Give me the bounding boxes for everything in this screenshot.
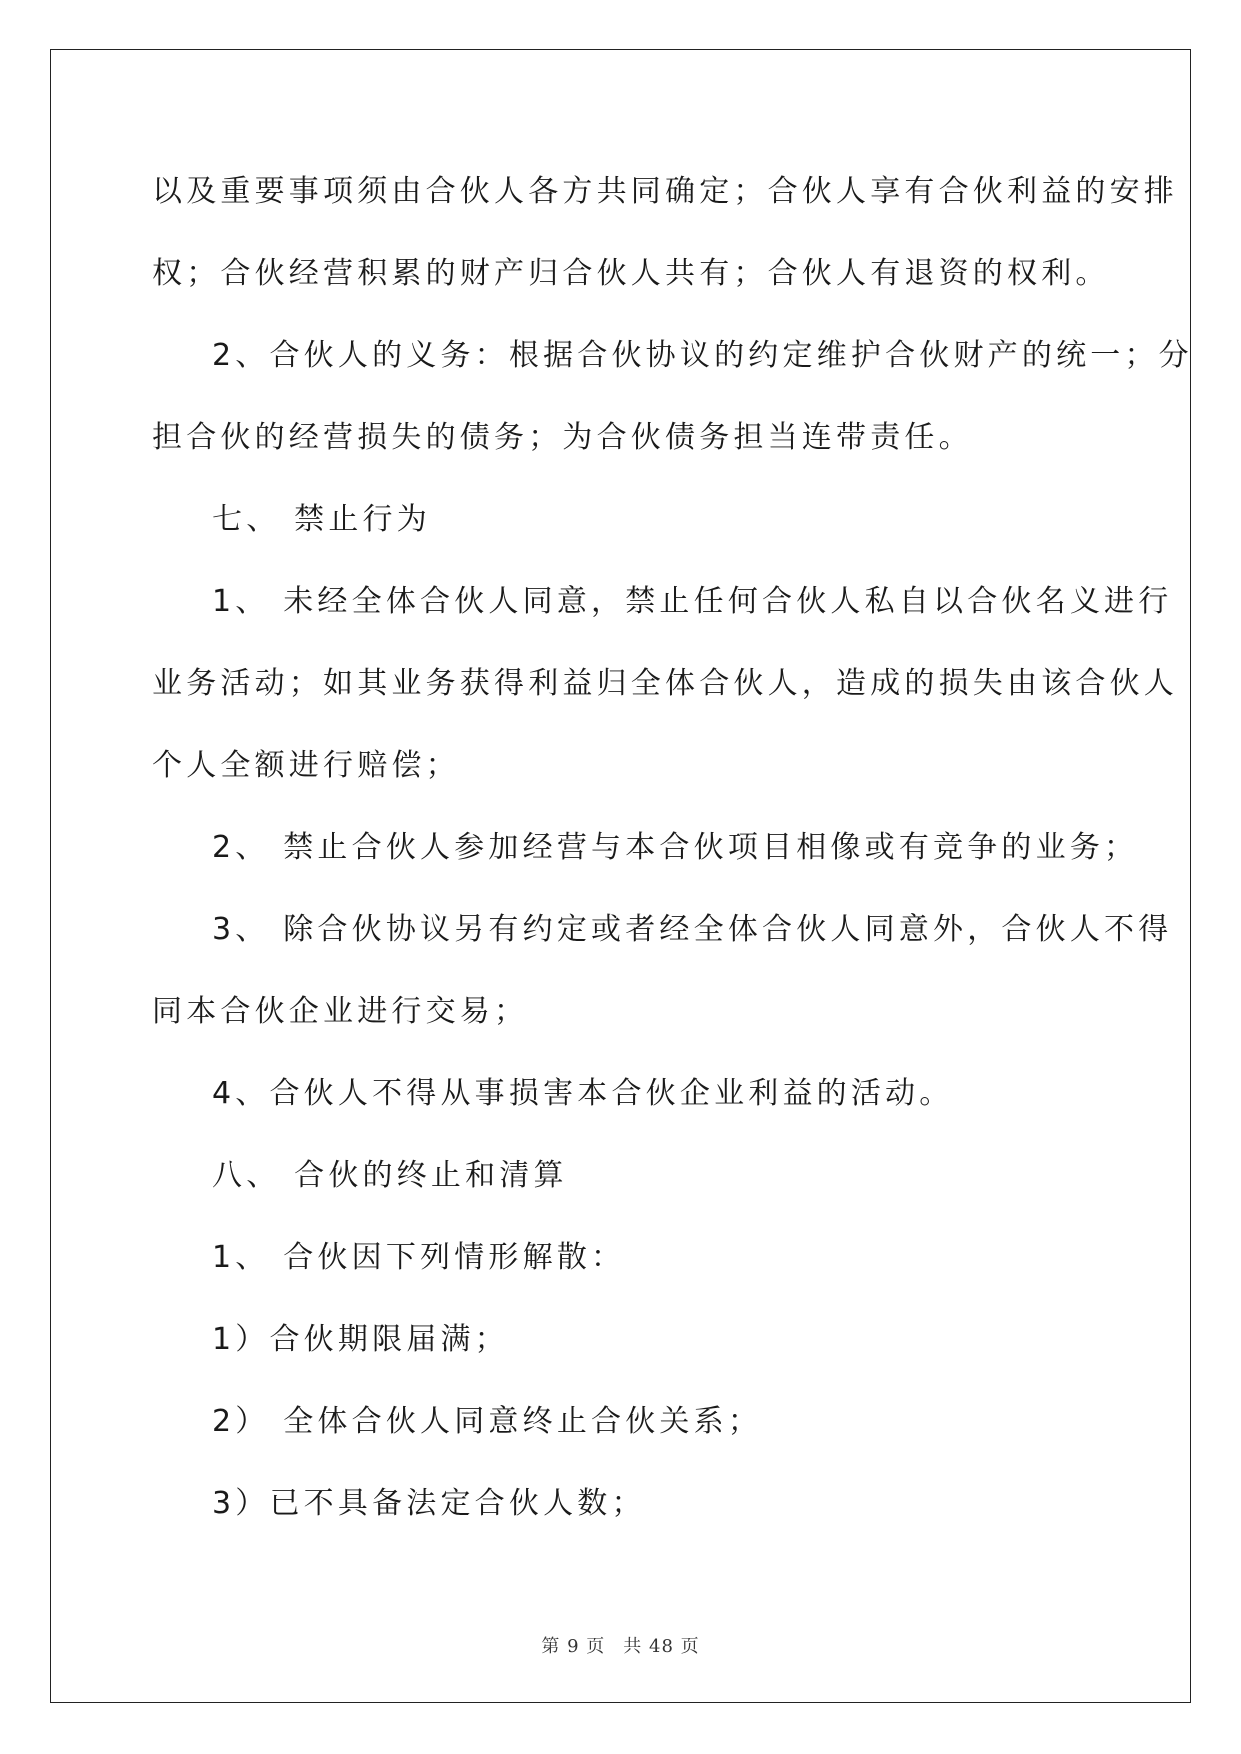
text-line: 权；合伙经营积累的财产归合伙人共有；合伙人有退资的权利。 xyxy=(152,256,1110,291)
page-total: 共 48 页 xyxy=(623,1636,700,1657)
text-line: 3、 除合伙协议另有约定或者经全体合伙人同意外，合伙人不得 xyxy=(212,912,1173,947)
text-line: 3）已不具备法定合伙人数； xyxy=(212,1486,646,1521)
text-line: 2、 禁止合伙人参加经营与本合伙项目相像或有竞争的业务； xyxy=(212,830,1139,865)
text-line: 2、合伙人的义务：根据合伙协议的约定维护合伙财产的统一；分 xyxy=(212,338,1193,373)
text-line: 2） 全体合伙人同意终止合伙关系； xyxy=(212,1404,763,1439)
section-heading: 八、 合伙的终止和清算 xyxy=(212,1158,568,1193)
text-line: 同本合伙企业进行交易； xyxy=(152,994,529,1029)
page-footer xyxy=(0,1632,1241,1658)
text-line: 1、 未经全体合伙人同意，禁止任何合伙人私自以合伙名义进行 xyxy=(212,584,1173,619)
text-line: 个人全额进行赔偿； xyxy=(152,748,460,783)
document-body xyxy=(152,162,1193,1556)
text-line: 1）合伙期限届满； xyxy=(212,1322,509,1357)
text-line: 担合伙的经营损失的债务；为合伙债务担当连带责任。 xyxy=(152,420,973,455)
text-line: 以及重要事项须由合伙人各方共同确定；合伙人享有合伙利益的安排 xyxy=(152,174,1178,209)
section-heading: 七、 禁止行为 xyxy=(212,502,431,537)
text-line: 4、合伙人不得从事损害本合伙企业利益的活动。 xyxy=(212,1076,954,1111)
page-number: 第 9 页 xyxy=(541,1636,606,1657)
text-line: 1、 合伙因下列情形解散： xyxy=(212,1240,626,1275)
text-line: 业务活动；如其业务获得利益归全体合伙人，造成的损失由该合伙人 xyxy=(152,666,1178,701)
